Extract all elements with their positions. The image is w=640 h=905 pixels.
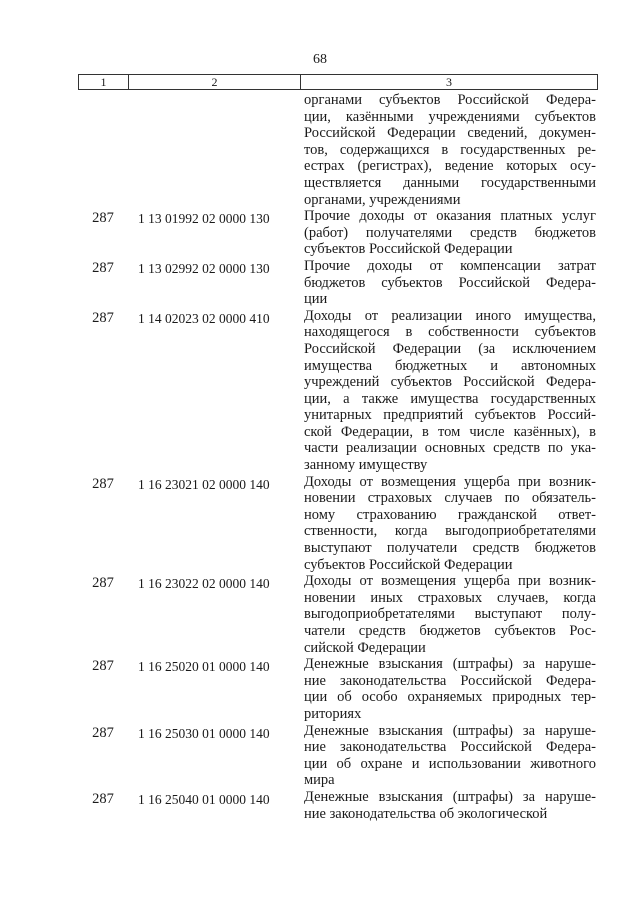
admin-code: 287 — [92, 575, 114, 592]
description-line: находящегося в собственности субъектов — [304, 324, 596, 341]
description-line: ние законодательства Российской Федера- — [304, 672, 596, 689]
description-line: органами субъектов Российской Федера- — [304, 92, 596, 108]
income-description — [300, 258, 598, 308]
description-line: чатели средств бюджетов субъектов Рос- — [304, 623, 596, 639]
description-line: риториях — [304, 705, 362, 722]
description-line: ции, казёнными учреждениями субъектов — [304, 108, 596, 125]
description-line: ние законодательства Российской Федера- — [304, 739, 596, 756]
income-description — [300, 92, 598, 208]
description-line: естрах (регистрах), ведение которых осу- — [304, 158, 596, 175]
description-line: субъектов Российской Федерации — [304, 556, 513, 573]
budget-classification-code: 1 16 23021 02 0000 140 — [138, 476, 270, 492]
description-line: Доходы от возмещения ущерба при возник- — [304, 473, 596, 490]
description-line: ному страхованию гражданской ответ- — [304, 506, 596, 523]
table-row — [78, 474, 598, 574]
income-description — [300, 208, 598, 258]
column-header-row — [78, 74, 598, 90]
budget-classification-code: 1 13 02992 02 0000 130 — [138, 260, 270, 276]
description-line: Денежные взыскания (штрафы) за наруше- — [304, 722, 596, 739]
description-line: ции об охране и использовании животного — [304, 755, 596, 772]
description-line: ществляется данными государственными — [304, 174, 596, 191]
description-line: ской Федерации, в том числе казённых), в — [304, 423, 596, 440]
budget-classification-code: 1 14 02023 02 0000 410 — [138, 310, 270, 326]
description-line: ции, а также имущества государственных — [304, 390, 596, 407]
description-line: части реализации основных средств по ука- — [304, 440, 596, 457]
description-line: Доходы от реализации иного имущества, — [304, 307, 596, 324]
table-row — [78, 723, 598, 789]
description-line: (работ) получателями средств бюджетов — [304, 224, 596, 241]
description-line: ственности, когда выгодоприобретателями — [304, 523, 596, 540]
income-description — [300, 723, 598, 789]
table-row — [78, 656, 598, 722]
description-line: субъектов Российской Федерации — [304, 241, 513, 258]
admin-code: 287 — [92, 658, 114, 675]
description-line: сийской Федерации — [304, 639, 426, 656]
column-header-2: 2 — [129, 75, 301, 89]
admin-code: 287 — [92, 475, 114, 492]
budget-classification-code: 1 16 25040 01 0000 140 — [138, 791, 270, 807]
description-line: ние законодательства об экологической — [304, 805, 548, 822]
budget-classification-code: 1 16 23022 02 0000 140 — [138, 576, 270, 592]
description-line: унитарных предприятий субъектов Россий- — [304, 407, 596, 424]
admin-code: 287 — [92, 309, 114, 326]
description-line: органами, учреждениями — [304, 191, 461, 208]
description-line: Прочие доходы от компенсации затрат — [304, 257, 596, 274]
description-line: новении страховых случаев по обязатель- — [304, 490, 596, 507]
description-line: выгодоприобретателями выступают полу- — [304, 606, 596, 623]
income-description — [300, 308, 598, 474]
document-table-body — [78, 92, 598, 822]
column-header-3: 3 — [446, 75, 452, 89]
description-line: Российской Федерации (за исключением — [304, 340, 596, 357]
description-line: занному имуществу — [304, 457, 428, 474]
description-line: выступают получатели средств бюджетов — [304, 540, 596, 557]
description-line: ции — [304, 291, 328, 308]
income-description — [300, 789, 598, 822]
description-line: бюджетов субъектов Российской Федера- — [304, 274, 596, 291]
admin-code: 287 — [92, 790, 114, 807]
description-line: мира — [304, 772, 335, 789]
table-row — [78, 92, 598, 208]
description-line: имущества бюджетных и автономных — [304, 357, 596, 374]
budget-classification-code: 1 16 25020 01 0000 140 — [138, 659, 270, 675]
budget-classification-code: 1 13 01992 02 0000 130 — [138, 211, 270, 227]
admin-code: 287 — [92, 210, 114, 227]
table-row — [78, 258, 598, 308]
table-row — [78, 573, 598, 656]
description-line: тов, содержащихся в государственных ре- — [304, 141, 596, 158]
table-row — [78, 308, 598, 474]
description-line: Денежные взыскания (штрафы) за наруше- — [304, 788, 596, 805]
income-description — [300, 573, 598, 656]
description-line: Денежные взыскания (штрафы) за наруше- — [304, 656, 596, 673]
budget-classification-code: 1 16 25030 01 0000 140 — [138, 725, 270, 741]
table-row — [78, 208, 598, 258]
description-line: учреждений субъектов Российской Федера- — [304, 374, 596, 391]
description-line: ции об особо охраняемых природных тер- — [304, 689, 596, 706]
income-description — [300, 474, 598, 574]
table-row — [78, 789, 598, 822]
column-header-1: 1 — [79, 75, 129, 89]
description-line: Доходы от возмещения ущерба при возник- — [304, 573, 596, 590]
page-number: 68 — [313, 52, 327, 67]
admin-code: 287 — [92, 724, 114, 741]
description-line: Прочие доходы от оказания платных услуг — [304, 208, 596, 225]
admin-code: 287 — [92, 259, 114, 276]
description-line: новении иных страховых случаев, когда — [304, 589, 596, 606]
income-description — [300, 656, 598, 722]
admin-code — [78, 92, 128, 208]
description-line: Российской Федерации сведений, докумен- — [304, 125, 596, 142]
budget-classification-code — [128, 92, 300, 208]
